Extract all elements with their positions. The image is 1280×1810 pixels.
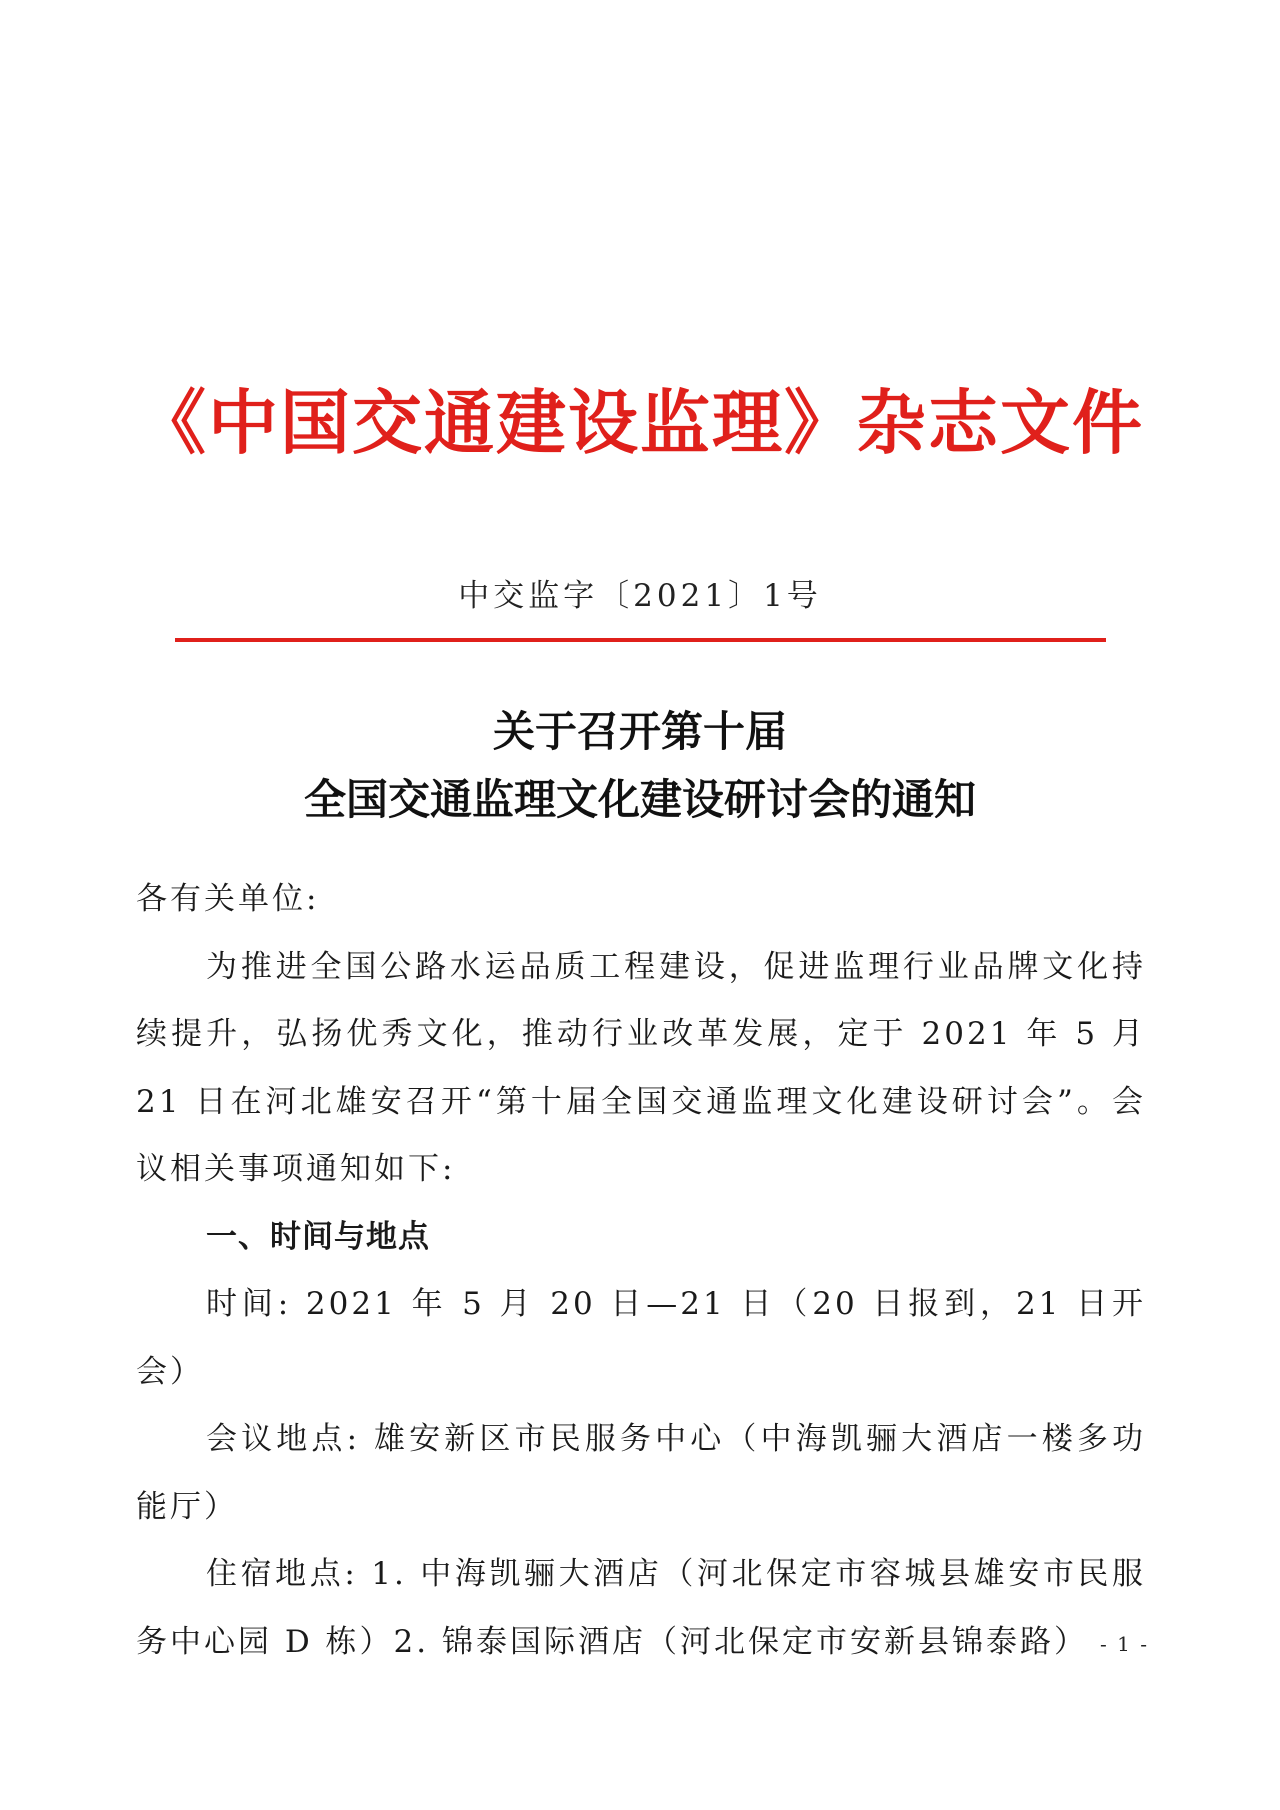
intro-paragraph: 为推进全国公路水运品质工程建设，促进监理行业品牌文化持续提升，弘扬优秀文化，推动行业改革发展，定于 2021 年 5 月 21 日在河北雄安召开“第十届全国交通监理文化建设研讨会”。会议相关事项通知如下: (136, 948, 1146, 1187)
meeting-venue: 会议地点: 雄安新区市民服务中心（中海凯骊大酒店一楼多功能厅） (136, 1421, 1146, 1525)
red-divider-line (175, 638, 1106, 642)
salutation: 各有关单位: (136, 881, 320, 917)
page-number: - 1 - (1100, 1632, 1149, 1656)
document-number: 中交监字〔2021〕1号 (458, 578, 822, 614)
notice-title (0, 698, 1280, 834)
masthead-title: 《中国交通建设监理》杂志文件 (136, 381, 1144, 464)
notice-title-line-1: 关于召开第十届 (492, 707, 787, 756)
notice-title-line-2: 全国交通监理文化建设研讨会的通知 (303, 775, 976, 824)
document-body (136, 866, 1146, 1676)
lodging-location: 住宿地点: 1. 中海凯骊大酒店（河北保定市容城县雄安市民服务中心园 D 栋）2. 锦泰国际酒店（河北保定市安新县锦泰路） (136, 1556, 1146, 1660)
meeting-time: 时间: 2021 年 5 月 20 日—21 日（20 日报到，21 日开会） (136, 1286, 1146, 1390)
section-heading-time-and-place: 一、时间与地点 (206, 1218, 430, 1255)
